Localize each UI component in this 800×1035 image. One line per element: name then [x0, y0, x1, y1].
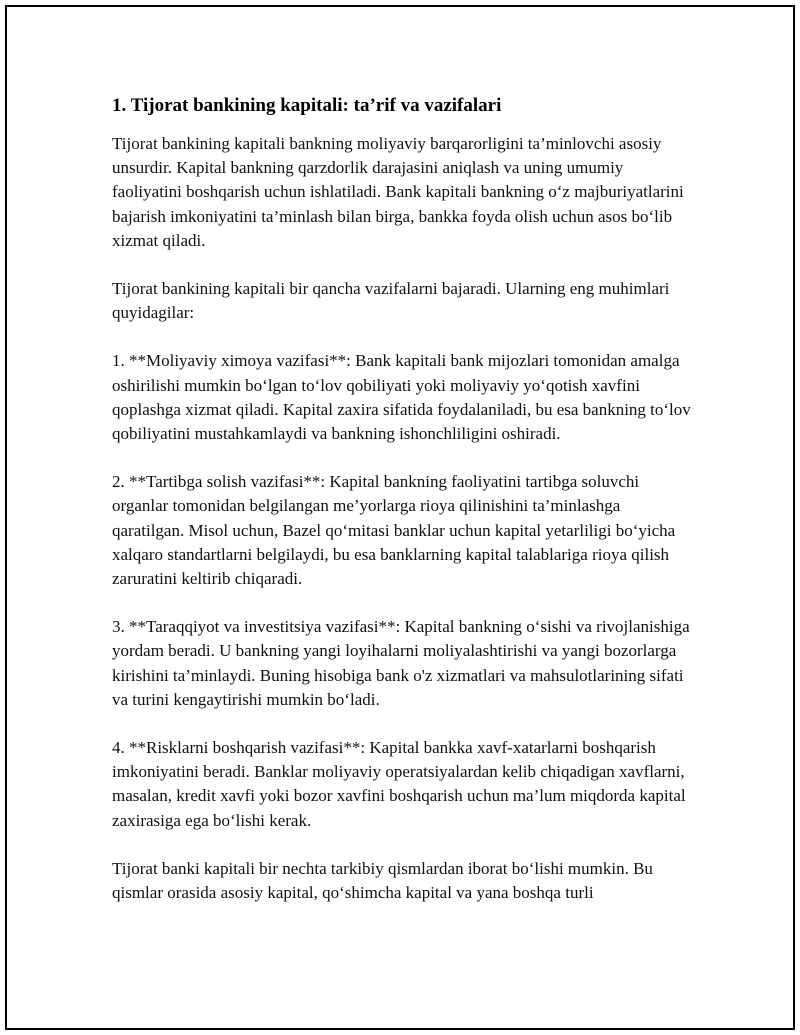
- list-item-development-investment: 3. **Taraqqiyot va investitsiya vazifasi**: Kapital bankning o‘sishi va rivojlanishiga yordam beradi. U bankning yangi loyihalarni moliyalashtirishi va yangi bozorlarga kirishini ta’minlaydi. Buning hisobiga bank o'z xizmatlari va mahsulotlarining sifati va turini kengaytirishi mumkin bo‘ladi.: [112, 617, 690, 709]
- paragraph-intro: Tijorat bankining kapitali bankning moliyaviy barqarorligini ta’minlovchi asosiy unsurdir. Kapital bankning qarzdorlik darajasini aniqlash va uning umumiy faoliyatini boshqarish uchun ishlatiladi. Bank kapitali bankning o‘z majburiyatlarini bajarish imkoniyatini ta’minlash bilan birga, bankka foyda olish uchun asos bo‘lib xizmat qiladi.: [112, 134, 684, 250]
- section-heading: 1. Tijorat bankining kapitali: ta’rif va vazifalari: [112, 95, 502, 116]
- document-body: [112, 92, 692, 929]
- list-item-regulation: 2. **Tartibga solish vazifasi**: Kapital bankning faoliyatini tartibga soluvchi organlar tomonidan belgilangan me’yorlarga rioya qilinishini ta’minlashga qaratilgan. Misol uchun, Bazel qo‘mitasi banklar uchun kapital yetarliligi bo‘yicha xalqaro standartlarni belgilaydi, bu esa banklarning kapital talablariga rioya qilish zaruratini keltirib chiqaradi.: [112, 472, 676, 589]
- list-item-financial-protection: 1. **Moliyaviy ximoya vazifasi**: Bank kapitali bank mijozlari tomonidan amalga oshirilishi mumkin bo‘lgan to‘lov qobiliyati yoki moliyaviy yo‘qotish xavfini qoplashga xizmat qiladi. Kapital zaxira sifatida foydalaniladi, bu esa bankning to‘lov qobiliyatini mustahkamlaydi va bankning ishonchliligini oshiradi.: [112, 351, 691, 444]
- paragraph-capital-components: Tijorat banki kapitali bir nechta tarkibiy qismlardan iborat bo‘lishi mumkin. Bu qismlar orasida asosiy kapital, qo‘shimcha kapital va yana boshqa turli: [112, 858, 653, 903]
- paragraph-functions-intro: Tijorat bankining kapitali bir qancha vazifalarni bajaradi. Ularning eng muhimlari quyidagilar:: [112, 279, 670, 323]
- list-item-risk-management: 4. **Risklarni boshqarish vazifasi**: Kapital bankka xavf-xatarlarni boshqarish imkoniyatini beradi. Banklar moliyaviy operatsiyalardan kelib chiqadigan xavflarni, masalan, kredit xavfi yoki bozor xavfini boshqarish uchun ma’lum miqdorda kapital zaxirasiga ega bo‘lishi kerak.: [112, 738, 686, 830]
